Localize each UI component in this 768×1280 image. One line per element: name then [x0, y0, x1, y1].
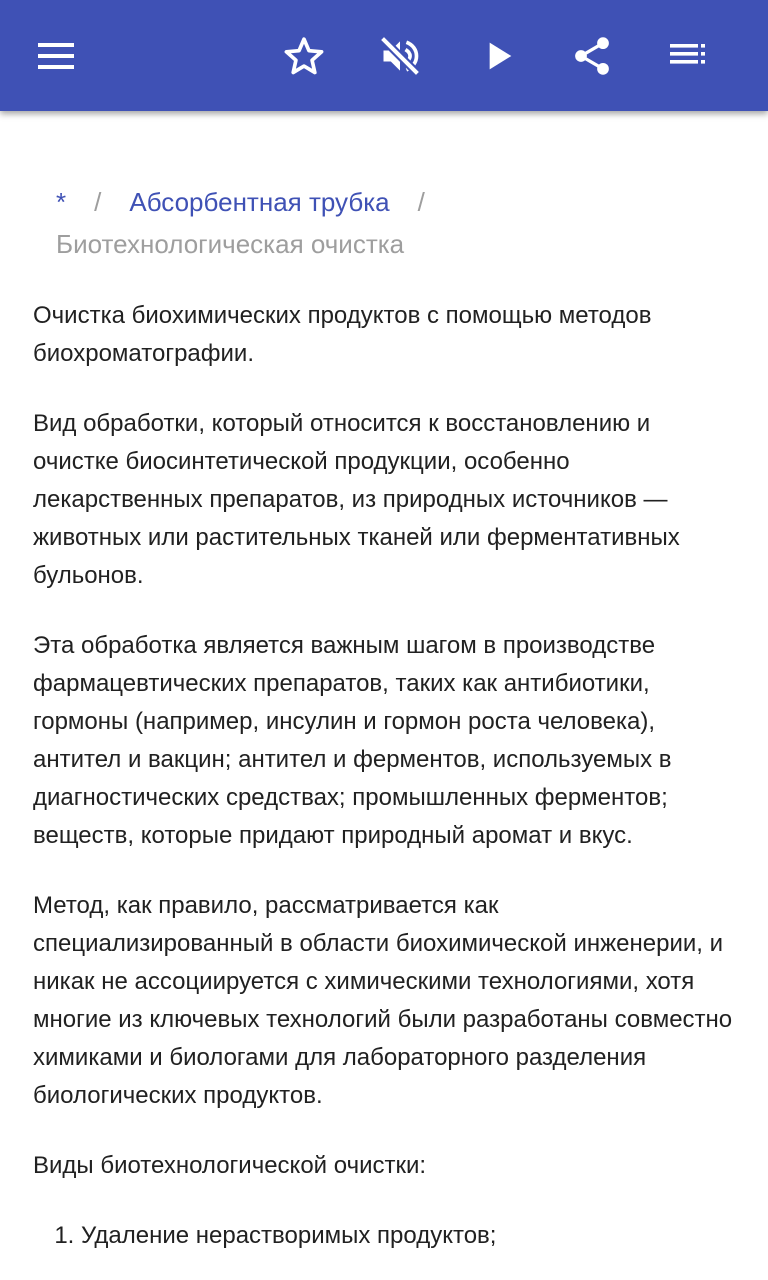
hamburger-menu-icon — [36, 36, 76, 76]
paragraph: Метод, как правило, рассматривается как специализированный в области биохимической инженерии, и никак не ассоциируется с химическими технологиями, хотя многие из ключевых технологий были разработаны совместно химиками и биологами для лабораторного разделения биологических продуктов. — [33, 892, 733, 1109]
contents-button[interactable] — [656, 24, 720, 88]
play-button[interactable] — [466, 24, 530, 88]
playlist-icon — [668, 36, 708, 76]
list-item: 1. Удаление нерастворимых продуктов; — [81, 1217, 738, 1255]
share-icon — [570, 34, 614, 78]
share-button[interactable] — [560, 24, 624, 88]
paragraph: Эта обработка является важным шагом в производстве фармацевтических препаратов, таких как антибиотики, гормоны (например, инсулин и гормон роста человека), антител и вакцин; антител и ферментов, используемых в диагностических средствах; промышленных ферментов; веществ, которые придают природный аромат и вкус. — [33, 632, 672, 849]
paragraph: Очистка биохимических продуктов с помощью методов биохроматографии. — [33, 302, 652, 367]
article-body — [33, 297, 738, 1255]
breadcrumb-separator: / — [417, 187, 425, 217]
paragraph: Вид обработки, который относится к восстановлению и очистке биосинтетической продукции, особенно лекарственных препаратов, из природных источников — животных или растительных тканей или ферментативных бульонов. — [33, 410, 680, 589]
breadcrumb-separator: / — [94, 187, 102, 217]
menu-button[interactable] — [24, 24, 88, 88]
volume-off-icon — [378, 34, 422, 78]
favorite-button[interactable] — [272, 24, 336, 88]
app-bar — [0, 0, 768, 111]
breadcrumb — [56, 181, 736, 265]
play-icon — [478, 36, 518, 76]
article-content[interactable] — [0, 111, 768, 1280]
breadcrumb-parent-link[interactable]: Абсорбентная трубка — [129, 187, 390, 217]
star-outline-icon — [282, 34, 326, 78]
types-list — [33, 1217, 738, 1255]
breadcrumb-current-page: Биотехнологическая очистка — [56, 229, 405, 259]
mute-button[interactable] — [368, 24, 432, 88]
paragraph: Виды биотехнологической очистки: — [33, 1152, 427, 1179]
breadcrumb-home-link[interactable]: * — [56, 187, 67, 217]
